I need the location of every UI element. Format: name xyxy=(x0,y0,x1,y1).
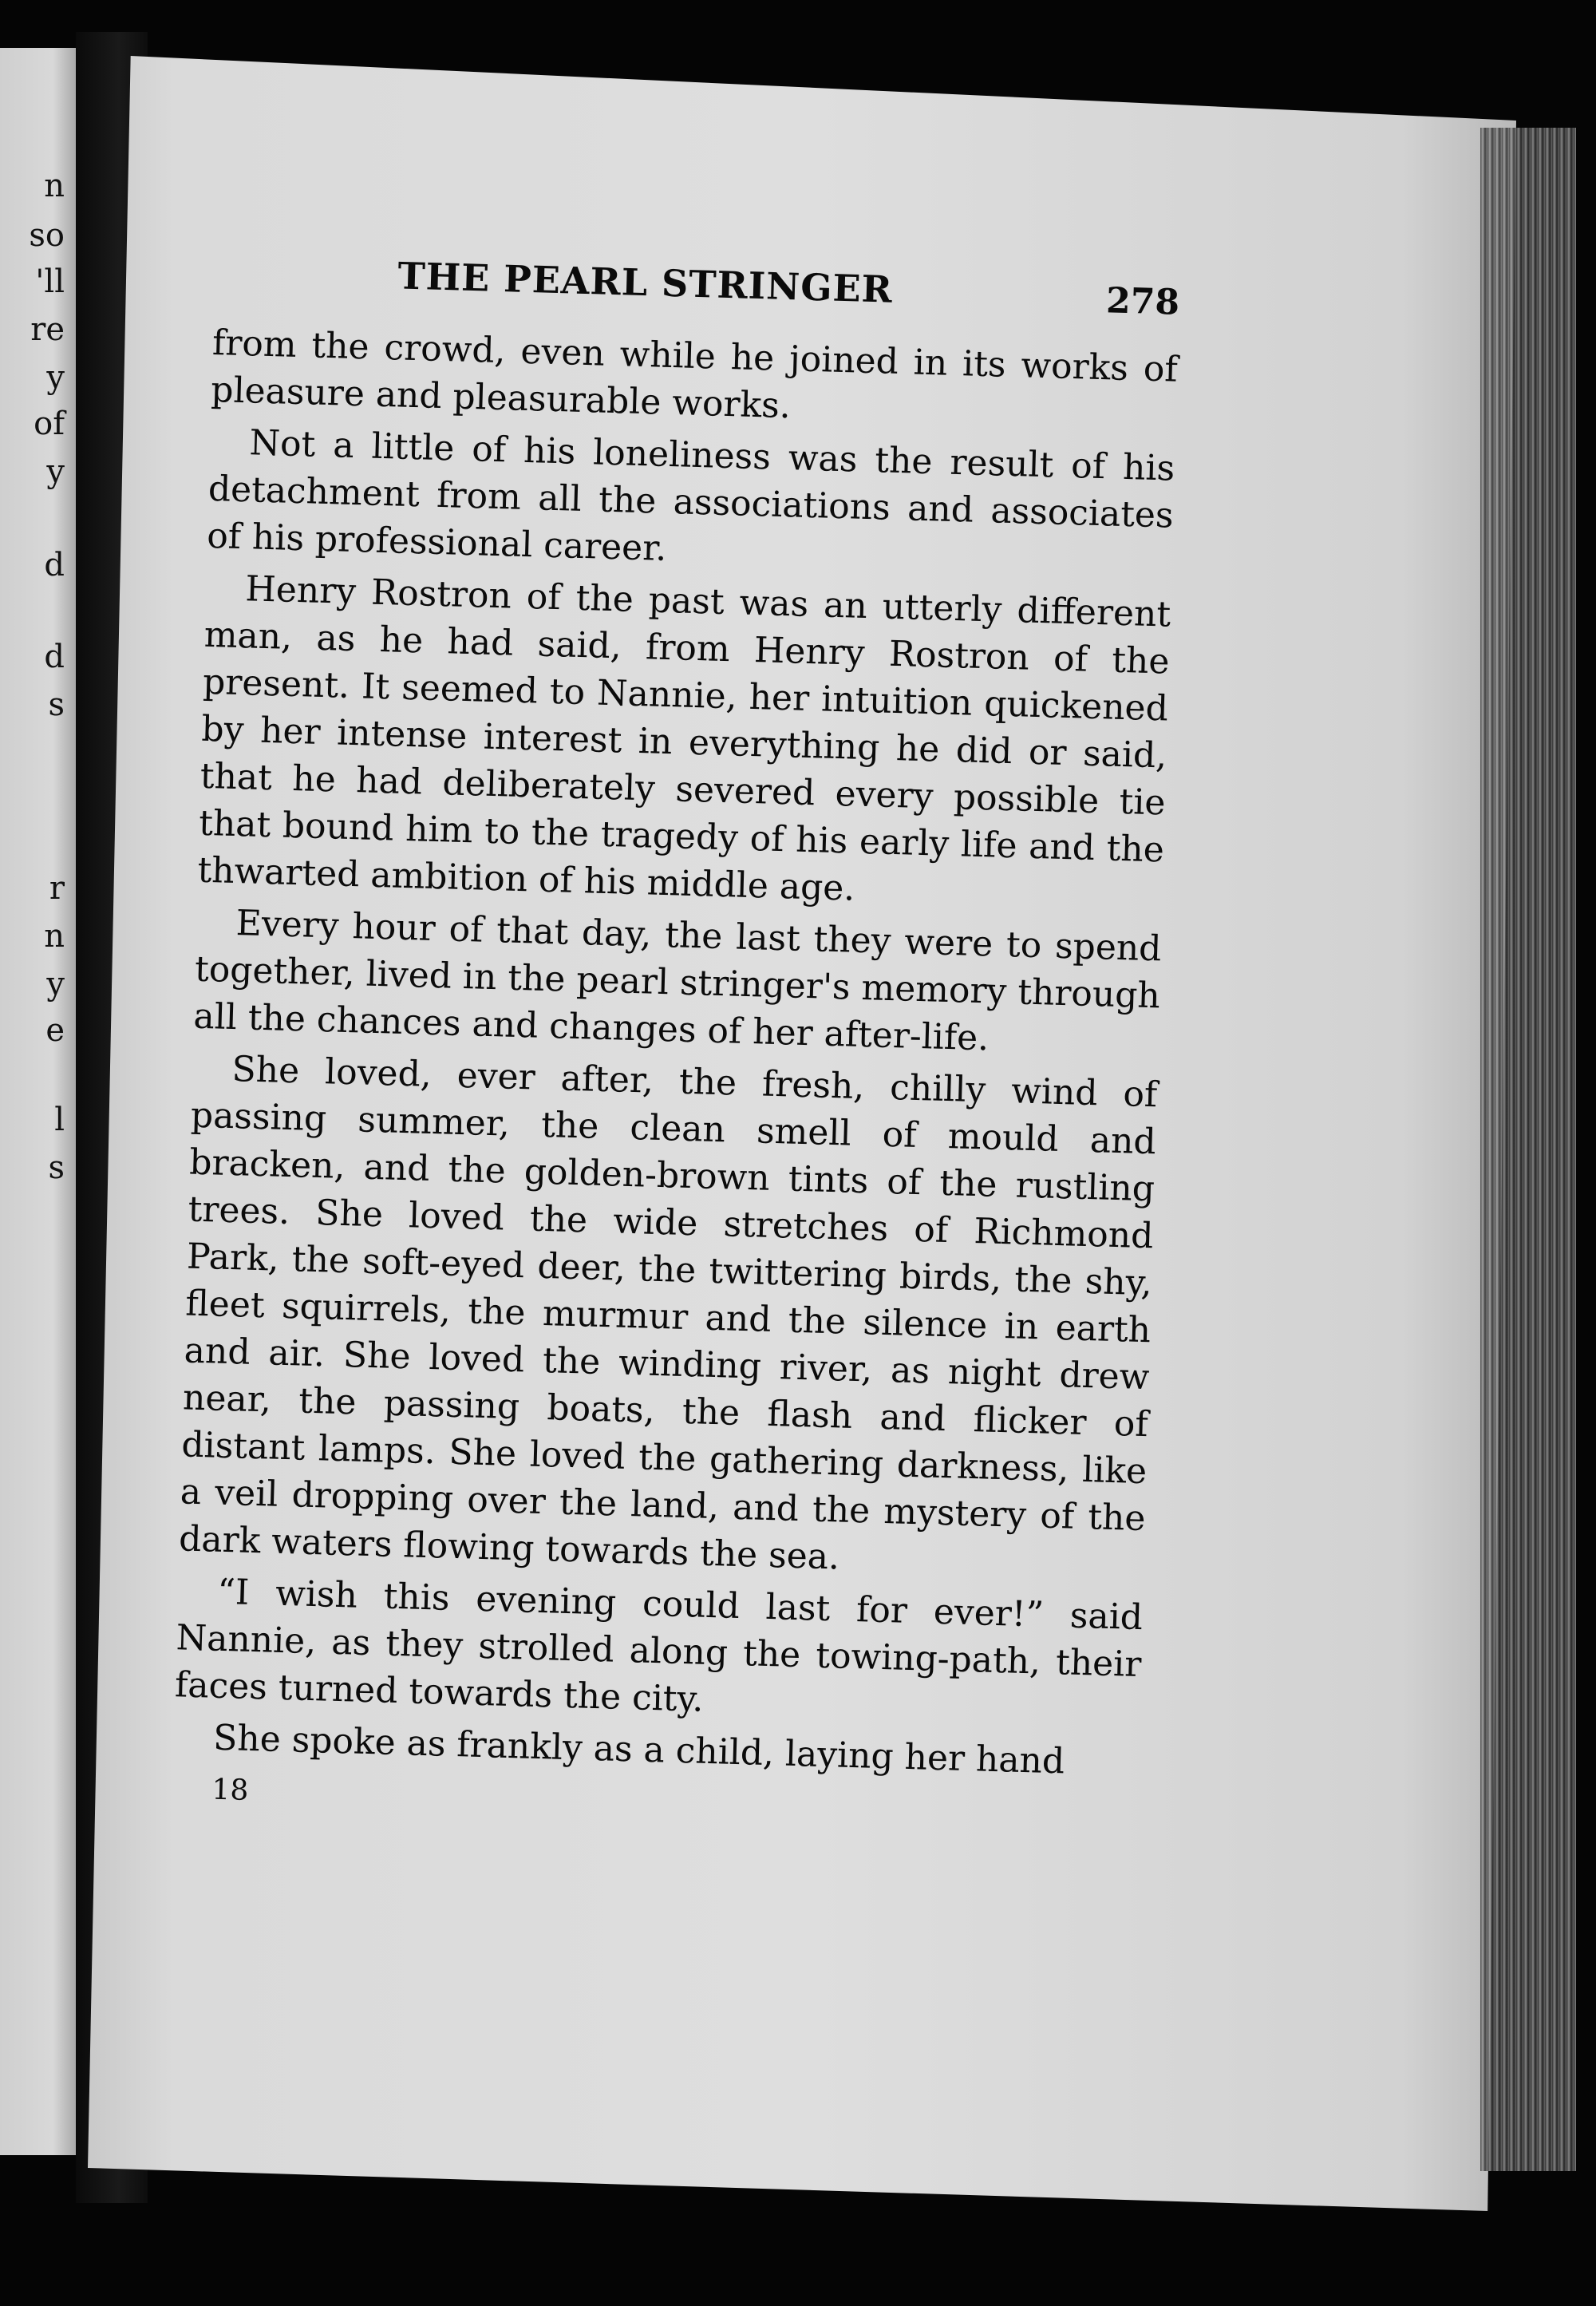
paragraph: She loved, ever after, the fresh, chilly wind of passing summer, the clean smell of mould and bracken, and the golden-brown tints of the rustling trees. She loved the wide stretches of Richmond Park, the soft-eyed deer, the twittering birds, the shy, fleet squirrels, the murmur and the silence in earth and air. She loved the winding river, as night drew near, the passing boats, the flash and flicker of distant lamps. She loved the gathering darkness, like a veil dropping over the land, and the mystery of the dark waters flowing towards the sea. xyxy=(178,1048,1158,1578)
fragment: y xyxy=(46,359,65,396)
fragment: n xyxy=(44,168,65,204)
paragraph: Henry Rostron of the past was an utterly different man, as he had said, from Henry Rostron of the present. It seemed to Nannie, her intuition quickened by her intense interest in everything he did or said, that he had deliberately severed every possible tie that bound him to the tragedy of his early life and the thwarted ambition of his middle age. xyxy=(196,568,1171,909)
fragment: s xyxy=(48,1149,65,1186)
fragment: d xyxy=(44,547,65,583)
fragment: y xyxy=(46,453,65,490)
fragment: d xyxy=(44,639,65,675)
fragment: re xyxy=(30,311,65,348)
fragment: y xyxy=(46,966,65,1003)
paragraph: Every hour of that day, the last they were to spend together, lived in the pearl stringer's memory through all the chances and changes of her after-life. xyxy=(192,903,1163,1059)
page-number: 278 xyxy=(1105,280,1180,323)
fragment: e xyxy=(45,1012,65,1049)
fragment: n xyxy=(44,918,65,955)
page-stack-edge xyxy=(1480,128,1576,2171)
facing-page-edge xyxy=(0,48,76,2155)
paragraph: from the crowd, even while he joined in its works of pleasure and pleasurable works. xyxy=(210,322,1179,427)
paragraph: She spoke as frankly as a child, laying her hand xyxy=(212,1717,1065,1782)
fragment: 'll xyxy=(35,263,65,300)
fragment: s xyxy=(48,686,65,723)
page-text-block xyxy=(172,231,1181,1832)
running-head-title: THE PEARL STRINGER xyxy=(397,254,894,311)
fragment: l xyxy=(54,1102,65,1138)
facing-page-text-fragments xyxy=(0,48,76,2155)
fragment: so xyxy=(29,217,65,254)
paragraph: Not a little of his loneliness was the result of his detachment from all the associations and associates of his professional career. xyxy=(206,422,1175,569)
fragment: of xyxy=(34,405,65,442)
signature-mark: 18 xyxy=(211,1773,249,1807)
fragment: r xyxy=(49,870,65,907)
paragraph: “I wish this evening could last for ever!” said Nannie, as they strolled along the towing-path, their faces turned towards the city. xyxy=(174,1571,1144,1720)
